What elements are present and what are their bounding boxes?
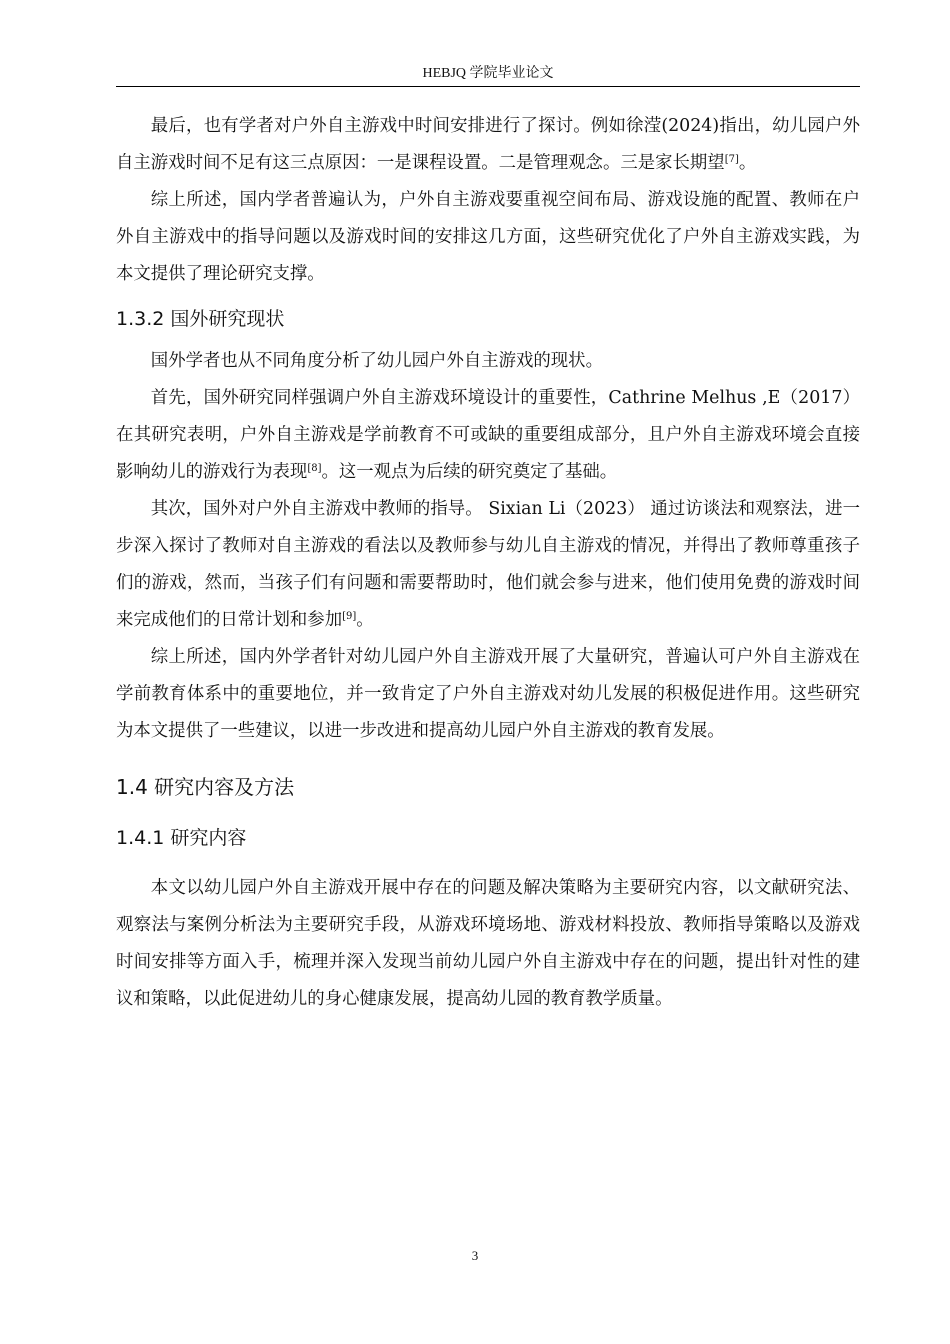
paragraph-time-arrangement: 最后，也有学者对户外自主游戏中时间安排进行了探讨。例如徐滢(2024)指出，幼儿园户外自主游戏时间不足有这三点原因：一是课程设置。二是管理观念。三是家长期望[7]。 [116, 116, 860, 173]
citation-8: [8] [307, 463, 322, 474]
citation-7: [7] [724, 154, 739, 165]
paragraph-overall-summary: 综上所述，国内外学者针对幼儿园户外自主游戏开展了大量研究，普遍认可户外自主游戏在学前教育体系中的重要地位，并一致肯定了户外自主游戏对幼儿发展的积极促进作用。这些研究为本文提供了一些建议，以进一步改进和提高幼儿园户外自主游戏的教育发展。 [116, 647, 860, 741]
citation-9: [9] [342, 611, 357, 622]
page-number: 3 [471, 1248, 479, 1263]
body-content [116, 108, 860, 1018]
paragraph-foreign-environment: 首先，国外研究同样强调户外自主游戏环境设计的重要性，Cathrine Melhus ,E（2017）在其研究表明，户外自主游戏是学前教育不可或缺的重要组成部分，且户外自主游戏环境会直接影响幼儿的游戏行为表现[8]。这一观点为后续的研究奠定了基础。 [116, 388, 860, 482]
paragraph-foreign-teacher: 其次，国外对户外自主游戏中教师的指导。 Sixian Li（2023） 通过访谈法和观察法，进一步深入探讨了教师对自主游戏的看法以及教师参与幼儿自主游戏的情况，并得出了教师尊重孩子们的游戏，然而，当孩子们有问题和需要帮助时，他们就会参与进来，他们使用免费的游戏时间来完成他们的日常计划和参加[9]。 [116, 499, 860, 630]
heading-1-4: 1.4 研究内容及方法 [116, 775, 295, 799]
paragraph-foreign-intro: 国外学者也从不同角度分析了幼儿园户外自主游戏的现状。 [150, 351, 603, 371]
heading-1-3-2: 1.3.2 国外研究现状 [116, 308, 285, 330]
running-header: HEBJQ 学院毕业论文 [422, 66, 554, 81]
heading-1-4-1: 1.4.1 研究内容 [116, 827, 247, 849]
paragraph-research-content: 本文以幼儿园户外自主游戏开展中存在的问题及解决策略为主要研究内容，以文献研究法、观察法与案例分析法为主要研究手段，从游戏环境场地、游戏材料投放、教师指导策略以及游戏时间安排等方面入手，梳理并深入发现当前幼儿园户外自主游戏中存在的问题，提出针对性的建议和策略，以此促进幼儿的身心健康发展，提高幼儿园的教育教学质量。 [116, 878, 860, 1009]
paragraph-domestic-summary: 综上所述，国内学者普遍认为，户外自主游戏要重视空间布局、游戏设施的配置、教师在户外自主游戏中的指导问题以及游戏时间的安排这几方面，这些研究优化了户外自主游戏实践，为本文提供了理论研究支撑。 [116, 190, 860, 284]
header-rule [116, 86, 860, 87]
